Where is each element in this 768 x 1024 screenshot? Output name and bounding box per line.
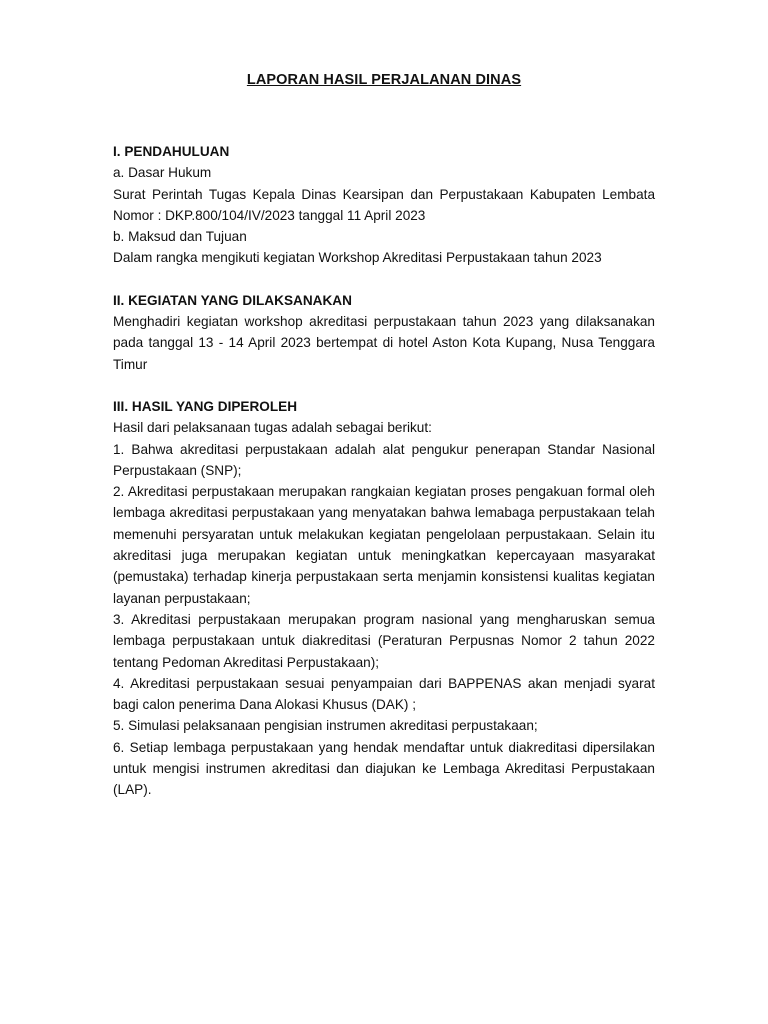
paragraph-dasar-hukum: Surat Perintah Tugas Kepala Dinas Kearsipan dan Perpustakaan Kabupaten Lembata Nomor : DKP.800/104/IV/2023 tanggal 11 April 2023 [113,186,655,223]
list-item: 1. Bahwa akreditasi perpustakaan adalah alat pengukur penerapan Standar Nasional Perpustakaan (SNP); [113,441,655,478]
paragraph-maksud-tujuan: Dalam rangka mengikuti kegiatan Workshop Akreditasi Perpustakaan tahun 2023 [113,250,602,266]
paragraph-kegiatan: Menghadiri kegiatan workshop akreditasi perpustakaan tahun 2023 yang dilaksanakan pada tanggal 13 - 14 April 2023 bertempat di hotel Aston Kota Kupang, Nusa Tenggara Timur [113,314,655,372]
list-item: 3. Akreditasi perpustakaan merupakan program nasional yang mengharuskan semua lembaga perpustakaan untuk diakreditasi (Peraturan Perpusnas Nomor 2 tahun 2022 tentang Pedoman Akreditasi Perpustakaan); [113,611,655,670]
section-heading-hasil: III. HASIL YANG DIPEROLEH [113,398,298,414]
list-item: 5. Simulasi pelaksanaan pengisian instrumen akreditasi perpustakaan; [113,718,538,734]
list-item: 6. Setiap lembaga perpustakaan yang hendak mendaftar untuk diakreditasi dipersilakan untuk mengisi instrumen akreditasi dan diajukan ke Lembaga Akreditasi Perpustakaan (LAP). [113,739,655,798]
document-body [113,141,655,801]
section-spacer [113,375,655,396]
section-heading-pendahuluan: I. PENDAHULUAN [113,144,230,159]
subheading-maksud-tujuan: b. Maksud dan Tujuan [113,229,247,245]
section-heading-kegiatan: II. KEGIATAN YANG DILAKSANAKAN [113,292,352,308]
section-spacer [113,269,655,290]
paragraph-hasil-intro: Hasil dari pelaksanaan tugas adalah sebagai berikut: [113,420,432,436]
list-item: 4. Akreditasi perpustakaan sesuai penyampaian dari BAPPENAS akan menjadi syarat bagi calon penerima Dana Alokasi Khusus (DAK) ; [113,675,655,713]
document-title: LAPORAN HASIL PERJALANAN DINAS [246,72,522,88]
list-item: 2. Akreditasi perpustakaan merupakan rangkaian kegiatan proses pengakuan formal oleh lembaga akreditasi perpustakaan yang menyatakan bahwa lemabaga perpustakaan telah memenuhi persyaratan untuk melakukan kegiatan pengelolaan perpustakaan. Selain itu akreditasi juga merupakan kegiatan untuk meningkatkan kepercayaan masyarakat (pemustaka) terhadap kinerja perpustakaan serta menjamin konsistensi kualitas kegiatan layanan perpustakaan; [113,484,655,606]
subheading-dasar-hukum: a. Dasar Hukum [113,165,212,181]
